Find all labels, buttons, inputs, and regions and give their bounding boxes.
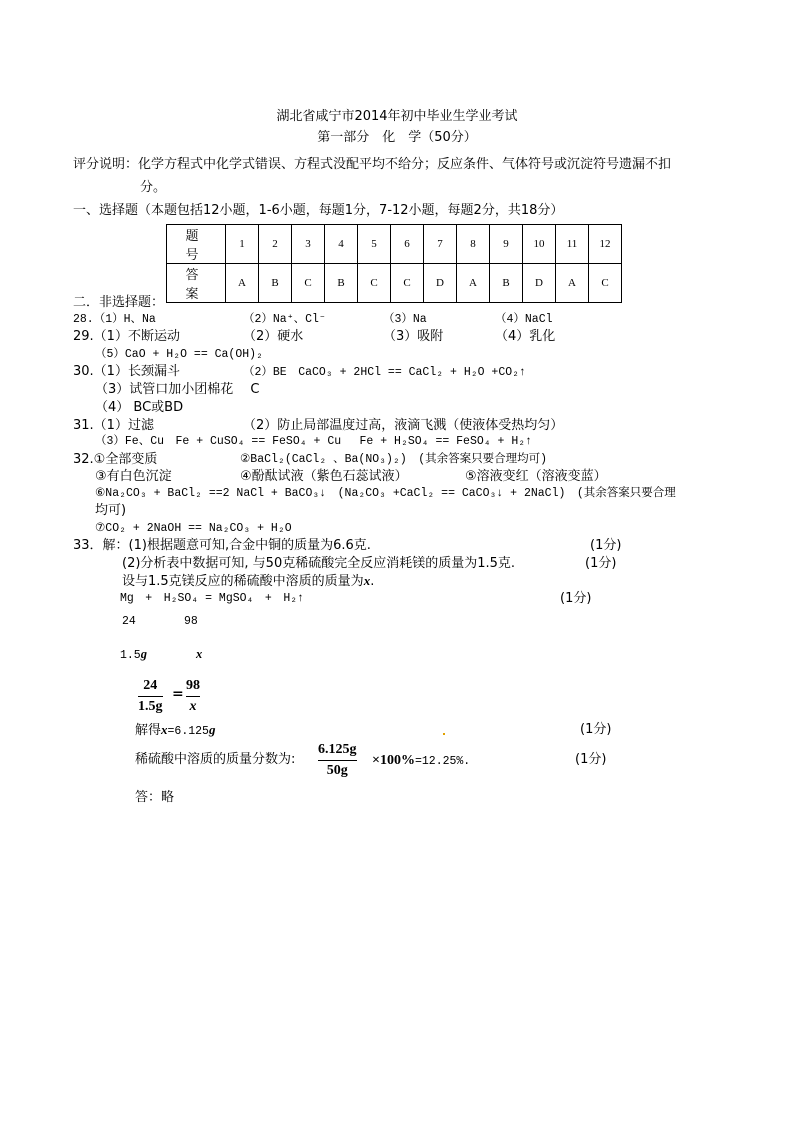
percentage-label: 稀硫酸中溶质的质量分数为: (135, 752, 296, 767)
variable-x: x (161, 722, 168, 737)
table-row (167, 225, 622, 264)
q29-part1: 29.（1）不断运动 (73, 329, 180, 344)
solution-score: (1分) (580, 722, 612, 737)
table-cell: 7 (424, 225, 457, 264)
solution-value: =6.125 (167, 725, 209, 738)
molar-mass-mg: 24 (122, 615, 136, 628)
page-title: 湖北省咸宁市2014年初中毕业生学业考试 (276, 109, 518, 124)
percentage-result: =12.25%. (414, 755, 471, 768)
section1-title: 一、选择题（本题包括12小题，1-6小题，每题1分，7-12小题，每题2分，共18分） (73, 203, 564, 218)
table-cell: B (325, 264, 358, 303)
mass-mg (120, 646, 147, 664)
unit-g: g (208, 722, 216, 737)
mass-mg-value: 1.5 (120, 649, 141, 662)
times-100-percent: ×100% (372, 753, 415, 768)
table-cell: 8 (457, 225, 490, 264)
q32-item6: ⑥Na₂CO₃ + BaCl₂ ==2 NaCl + BaCO₃↓ (Na₂CO₃ +CaCl₂ == CaCO₃↓ + 2NaCl) (其余答案只要合理 (95, 487, 676, 500)
q28-part3: （3）Na (383, 313, 427, 326)
section2-title: 二．非选择题： (73, 295, 165, 310)
solution-line (135, 722, 215, 740)
table-cell: 1 (226, 225, 259, 264)
table-row (167, 264, 622, 303)
q32-item7: ⑦CO₂ + 2NaOH == Na₂CO₃ + H₂O (95, 522, 292, 535)
table-cell: 5 (358, 225, 391, 264)
q30-part1: 30.（1）长颈漏斗 (73, 364, 180, 379)
equals-sign: = (172, 686, 184, 702)
q31-part1: 31.（1）过滤 (73, 418, 154, 433)
table-cell: 11 (556, 225, 589, 264)
table-cell: A (226, 264, 259, 303)
table-cell: B (259, 264, 292, 303)
molar-mass-h2so4: 98 (184, 615, 198, 628)
table-cell: 12 (589, 225, 622, 264)
variable-x: x (363, 573, 371, 588)
table-cell: A (556, 264, 589, 303)
q32-item1: 32.①全部变质 (73, 452, 158, 467)
fraction-numerator: 98 (186, 678, 200, 693)
fraction-denominator: 50g (326, 763, 348, 778)
scoring-note-line1: 评分说明：化学方程式中化学式错误、方程式没配平均不给分；反应条件、气体符号或沉淀符号遗漏不扣 (73, 157, 672, 172)
table-cell: 4 (325, 225, 358, 264)
table-cell: 2 (259, 225, 292, 264)
q31-part2: （2）防止局部温度过高，液滴飞溅（使液体受热均匀） (243, 418, 564, 433)
q28-part2: （2）Na⁺、Cl⁻ (243, 313, 326, 326)
q33-line1: 33．解：(1)根据题意可知,合金中铜的质量为6.6克. (73, 538, 371, 553)
fraction-6.125g-over-50g (318, 741, 357, 780)
table-cell: 3 (292, 225, 325, 264)
q33-line2-score: (1分) (585, 556, 617, 571)
q31-part3: （3）Fe、Cu Fe + CuSO₄ == FeSO₄ + Cu Fe + H₂SO₄ == FeSO₄ + H₂↑ (95, 435, 533, 448)
q33-line3-end: . (370, 574, 375, 589)
q29-part2: （2）硬水 (243, 329, 304, 344)
fraction-24-over-1.5g (138, 677, 163, 716)
fraction-denominator: x (189, 699, 197, 714)
variable-x: x (196, 647, 203, 661)
solution-label: 解得 (135, 723, 162, 738)
table-cell: C (391, 264, 424, 303)
q32-item5: ⑤溶液变红（溶液变蓝） (465, 469, 607, 484)
table-header-cell: 答 案 (167, 264, 226, 303)
final-answer: 答：略 (135, 790, 175, 805)
q32-item2: ②BaCl₂(CaCl₂ 、Ba(NO₃)₂) (其余答案只要合理均可) (240, 453, 548, 466)
q30-part4: （4） BC或BD (95, 400, 184, 415)
q29-part5: （5）CaO + H₂O == Ca(OH)₂ (95, 348, 263, 361)
scoring-note-line2: 分。 (140, 180, 167, 195)
q33-line3 (122, 573, 374, 590)
stray-dot (443, 733, 445, 735)
fraction-denominator: 1.5g (138, 699, 163, 714)
table-cell: 10 (523, 225, 556, 264)
fraction-98-over-x (186, 677, 200, 716)
table-cell: 9 (490, 225, 523, 264)
q30-part2: （2）BE CaCO₃ + 2HCl == CaCl₂ + H₂O +CO₂↑ (243, 366, 526, 379)
table-cell: C (358, 264, 391, 303)
table-cell: D (523, 264, 556, 303)
q32-item3: ③有白色沉淀 (95, 469, 172, 484)
q33-line2: (2)分析表中数据可知, 与50克稀硫酸完全反应消耗镁的质量为1.5克. (122, 556, 516, 571)
fraction-numerator: 24 (143, 678, 158, 693)
table-cell: C (292, 264, 325, 303)
reaction-equation: Mg + H₂SO₄ = MgSO₄ + H₂↑ (120, 592, 305, 605)
equation-score: (1分) (560, 591, 592, 606)
fraction-bar (186, 696, 200, 697)
percentage-score: (1分) (575, 752, 607, 767)
fraction-bar (318, 760, 357, 761)
fraction-numerator: 6.125g (318, 742, 357, 757)
q32-item4: ④酚酞试液（紫色石蕊试液） (240, 469, 408, 484)
table-cell: B (490, 264, 523, 303)
q28-part1: 28.（1）H、Na (73, 313, 156, 326)
table-cell: 6 (391, 225, 424, 264)
table-cell: A (457, 264, 490, 303)
q29-part3: （3）吸附 (383, 329, 444, 344)
fraction-bar (138, 696, 163, 697)
table-header-cell: 题 号 (167, 225, 226, 264)
q33-line3-text: 设与1.5克镁反应的稀硫酸中溶质的质量为 (122, 574, 364, 589)
page-subtitle: 第一部分 化 学（50分） (317, 130, 477, 145)
percentage-expression (372, 752, 470, 770)
unit-g: g (140, 647, 147, 661)
q28-part4: （4）NaCl (495, 313, 553, 326)
q30-part3: （3）试管口加小团棉花 C (95, 382, 260, 397)
q29-part4: （4）乳化 (495, 329, 556, 344)
table-cell: D (424, 264, 457, 303)
answer-table (166, 224, 622, 303)
table-cell: C (589, 264, 622, 303)
q32-item6-cont: 均可) (95, 503, 127, 518)
q33-line1-score: (1分) (590, 538, 622, 553)
